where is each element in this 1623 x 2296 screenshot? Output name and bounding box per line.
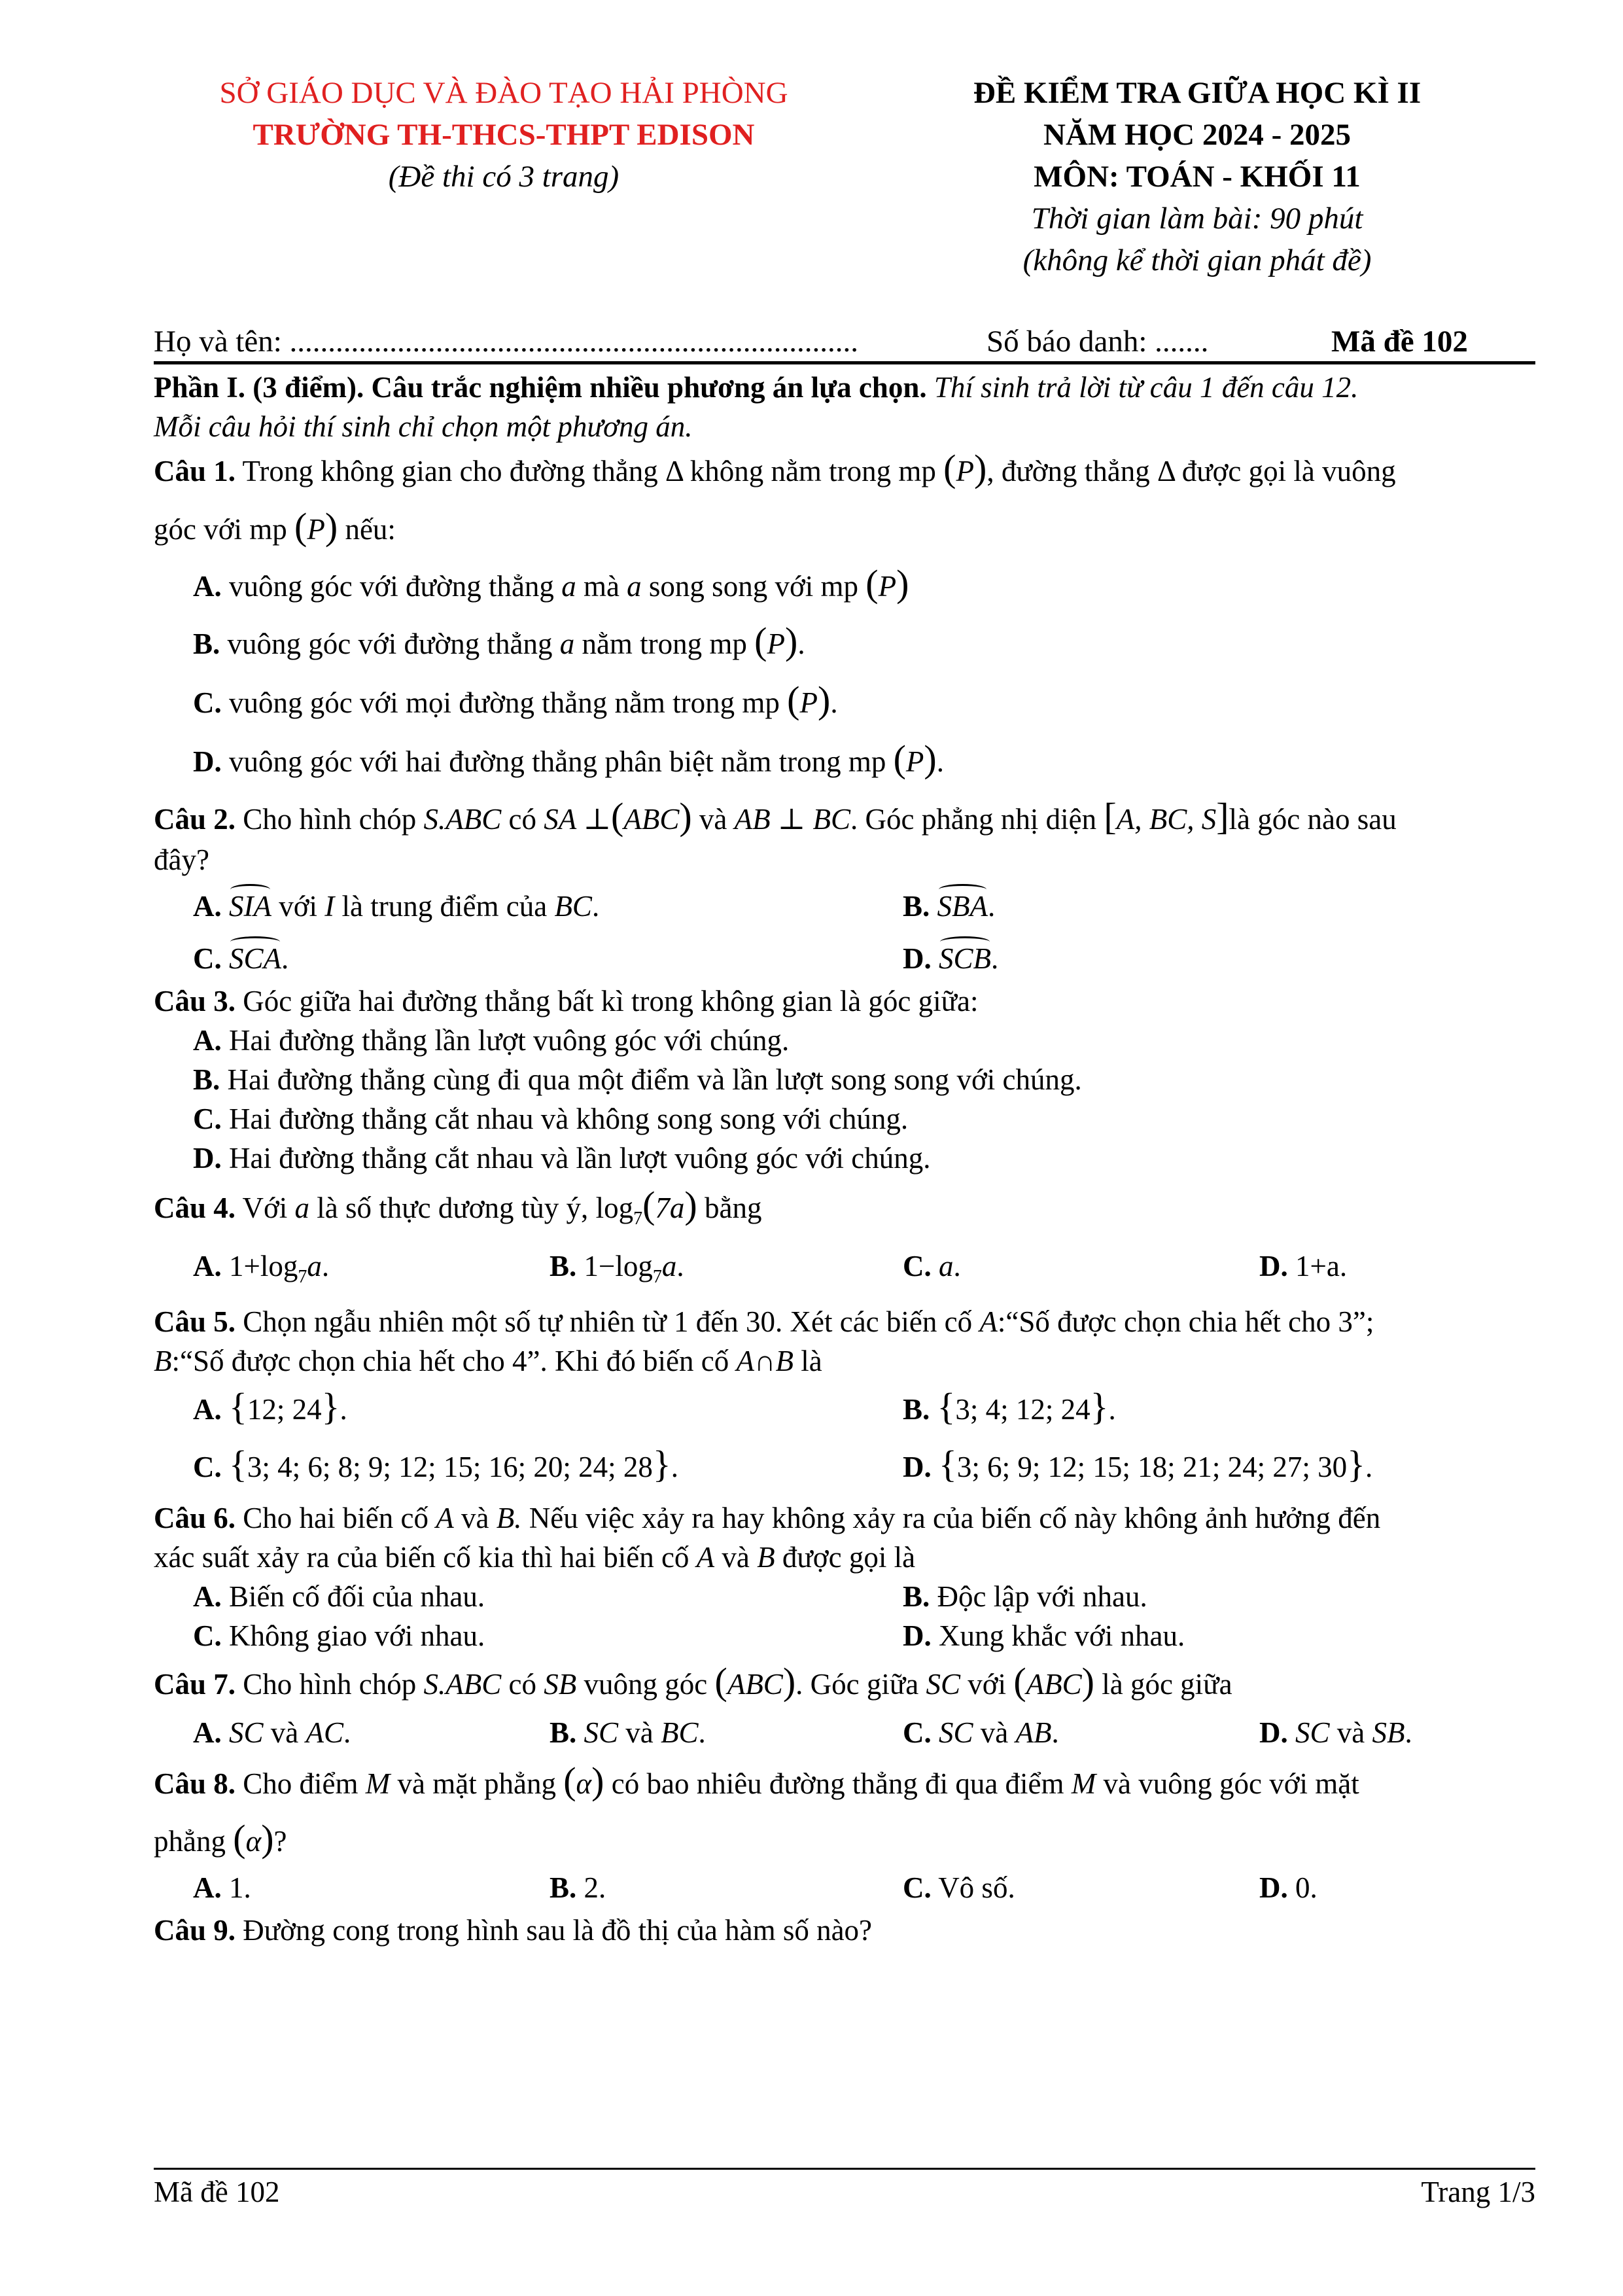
school-name: TRƯỜNG TH-THCS-THPT EDISON bbox=[253, 118, 755, 152]
q5-stem-line1: Câu 5. Chọn ngẫu nhiên một số tự nhiên từ 1 đến 30. Xét các biến cố A:“Số được chọn chia hết cho 3”; bbox=[154, 1305, 1374, 1338]
q1-option-b: B. vuông góc với đường thẳng a nằm trong mp (P). bbox=[193, 620, 805, 662]
q6-option-a: A. Biến cố đối của nhau. bbox=[193, 1580, 485, 1613]
q3-option-d: D. Hai đường thẳng cắt nhau và lần lượt vuông góc với chúng. bbox=[193, 1142, 931, 1174]
pages-note: (Đề thi có 3 trang) bbox=[388, 160, 620, 194]
student-id-field: Số báo danh: ....... bbox=[986, 325, 1209, 359]
q2-option-c: C. SCA. bbox=[193, 939, 288, 978]
q2-label: Câu 2. bbox=[154, 803, 236, 836]
q7-option-d: D. SC và SB. bbox=[1259, 1716, 1412, 1749]
q1-option-d: D. vuông góc với hai đường thẳng phân biệt nằm trong mp (P). bbox=[193, 737, 944, 780]
part1-heading bbox=[154, 368, 1358, 407]
part1-note2: Mỗi câu hỏi thí sinh chỉ chọn một phương án. bbox=[154, 410, 693, 443]
dept-name: SỞ GIÁO DỤC VÀ ĐÀO TẠO HẢI PHÒNG bbox=[219, 76, 788, 110]
q5-option-b: B. {3; 4; 12; 24}. bbox=[903, 1385, 1116, 1428]
q6-stem-line2: xác suất xảy ra của biến cố kia thì hai biến cố A và B được gọi là bbox=[154, 1541, 916, 1574]
q9-stem: Câu 9. Đường cong trong hình sau là đồ thị của hàm số nào? bbox=[154, 1914, 873, 1947]
q1-stem-line1: Câu 1. Trong không gian cho đường thẳng Δ không nằm trong mp (P), đường thẳng Δ được gọi là vuông bbox=[154, 447, 1396, 489]
q7-stem: Câu 7. Cho hình chóp S.ABC có SB vuông góc (ABC). Góc giữa SC với (ABC) là góc giữa bbox=[154, 1660, 1232, 1703]
q5-stem-line2: B:“Số được chọn chia hết cho 4”. Khi đó biến cố A∩B là bbox=[154, 1345, 822, 1377]
q5-option-c: C. {3; 4; 6; 8; 9; 12; 15; 16; 20; 24; 28}. bbox=[193, 1443, 678, 1485]
q4-option-b: B. $1-\log_7a$. bbox=[550, 1250, 684, 1287]
q1-stem-line2: góc với mp (P) nếu: bbox=[154, 505, 396, 548]
exam-code: Mã đề 102 bbox=[1331, 325, 1468, 359]
footer-page-number: Trang 1/3 bbox=[1421, 2176, 1535, 2208]
q7-option-a: A. SC và AC. bbox=[193, 1716, 351, 1749]
q3-option-a: A. Hai đường thẳng lần lượt vuông góc với chúng. bbox=[193, 1024, 790, 1057]
q4-stem: Câu 4. Với a là số thực dương tùy ý, $\log_7(7a)$ bằng bbox=[154, 1184, 762, 1229]
q4-option-a: A. $1+\log_7a$. bbox=[193, 1250, 330, 1287]
footer-exam-code: Mã đề 102 bbox=[154, 2176, 280, 2208]
q2-option-b: B. SBA. bbox=[903, 887, 995, 926]
q8-stem-line2: phẳng (α)? bbox=[154, 1817, 287, 1860]
q2-option-d: D. SCB. bbox=[903, 939, 998, 978]
q8-option-a: A. 1. bbox=[193, 1871, 251, 1904]
footer-divider bbox=[154, 2168, 1535, 2170]
q1-label: Câu 1. bbox=[154, 455, 236, 487]
q5-option-a: A. {12; 24}. bbox=[193, 1385, 347, 1428]
header-divider bbox=[154, 361, 1535, 364]
q4-option-d: D. 1+a. bbox=[1259, 1250, 1348, 1282]
q5-option-d: D. {3; 6; 9; 12; 15; 18; 21; 24; 27; 30}. bbox=[903, 1443, 1373, 1485]
q3-option-c: C. Hai đường thẳng cắt nhau và không song song với chúng. bbox=[193, 1103, 909, 1135]
q8-stem-line1: Câu 8. Cho điểm M và mặt phẳng (α) có bao nhiêu đường thẳng đi qua điểm M và vuông góc với mặt bbox=[154, 1759, 1359, 1802]
q6-option-d: D. Xung khắc với nhau. bbox=[903, 1619, 1185, 1652]
q2-stem-line2: đây? bbox=[154, 843, 209, 876]
q1-option-c: C. vuông góc với mọi đường thẳng nằm trong mp (P). bbox=[193, 679, 838, 721]
q8-option-d: D. 0. bbox=[1259, 1871, 1318, 1904]
q4-option-c: C. a. bbox=[903, 1250, 961, 1282]
q2-option-a: A. SIA với I là trung điểm của BC. bbox=[193, 887, 599, 926]
q1-option-a: A. vuông góc với đường thẳng a mà a song song với mp (P) bbox=[193, 562, 909, 605]
school-year: NĂM HỌC 2024 - 2025 bbox=[1043, 118, 1351, 152]
q6-option-c: C. Không giao với nhau. bbox=[193, 1619, 485, 1652]
q3-stem: Câu 3. Góc giữa hai đường thẳng bất kì trong không gian là góc giữa: bbox=[154, 985, 979, 1017]
subject: MÔN: TOÁN - KHỐI 11 bbox=[1034, 160, 1361, 194]
exam-time-note: (không kể thời gian phát đề) bbox=[1022, 243, 1372, 277]
part1-note1: Thí sinh trả lời từ câu 1 đến câu 12. bbox=[934, 371, 1359, 404]
q6-stem-line1: Câu 6. Cho hai biến cố A và B. Nếu việc xảy ra hay không xảy ra của biến cố này không ảnh hưởng đến bbox=[154, 1502, 1381, 1534]
q8-option-b: B. 2. bbox=[550, 1871, 606, 1904]
q6-option-b: B. Độc lập với nhau. bbox=[903, 1580, 1147, 1613]
q2-stem-line1: Câu 2. Cho hình chóp S.ABC có SA ⊥(ABC) và AB ⊥ BC. Góc phẳng nhị diện [A, BC, S]là góc nào sau bbox=[154, 795, 1397, 838]
q8-option-c: C. Vô số. bbox=[903, 1871, 1015, 1904]
q7-option-b: B. SC và BC. bbox=[550, 1716, 706, 1749]
exam-time: Thời gian làm bài: 90 phút bbox=[1031, 202, 1363, 236]
student-name-field: Họ và tên: .......................................................................... bbox=[154, 325, 859, 359]
exam-title: ĐỀ KIỂM TRA GIỮA HỌC KÌ II bbox=[973, 76, 1422, 110]
q3-option-b: B. Hai đường thẳng cùng đi qua một điểm và lần lượt song song với chúng. bbox=[193, 1063, 1082, 1096]
part1-title: Phần I. (3 điểm). Câu trắc nghiệm nhiều phương án lựa chọn. bbox=[154, 371, 927, 404]
q7-option-c: C. SC và AB. bbox=[903, 1716, 1059, 1749]
